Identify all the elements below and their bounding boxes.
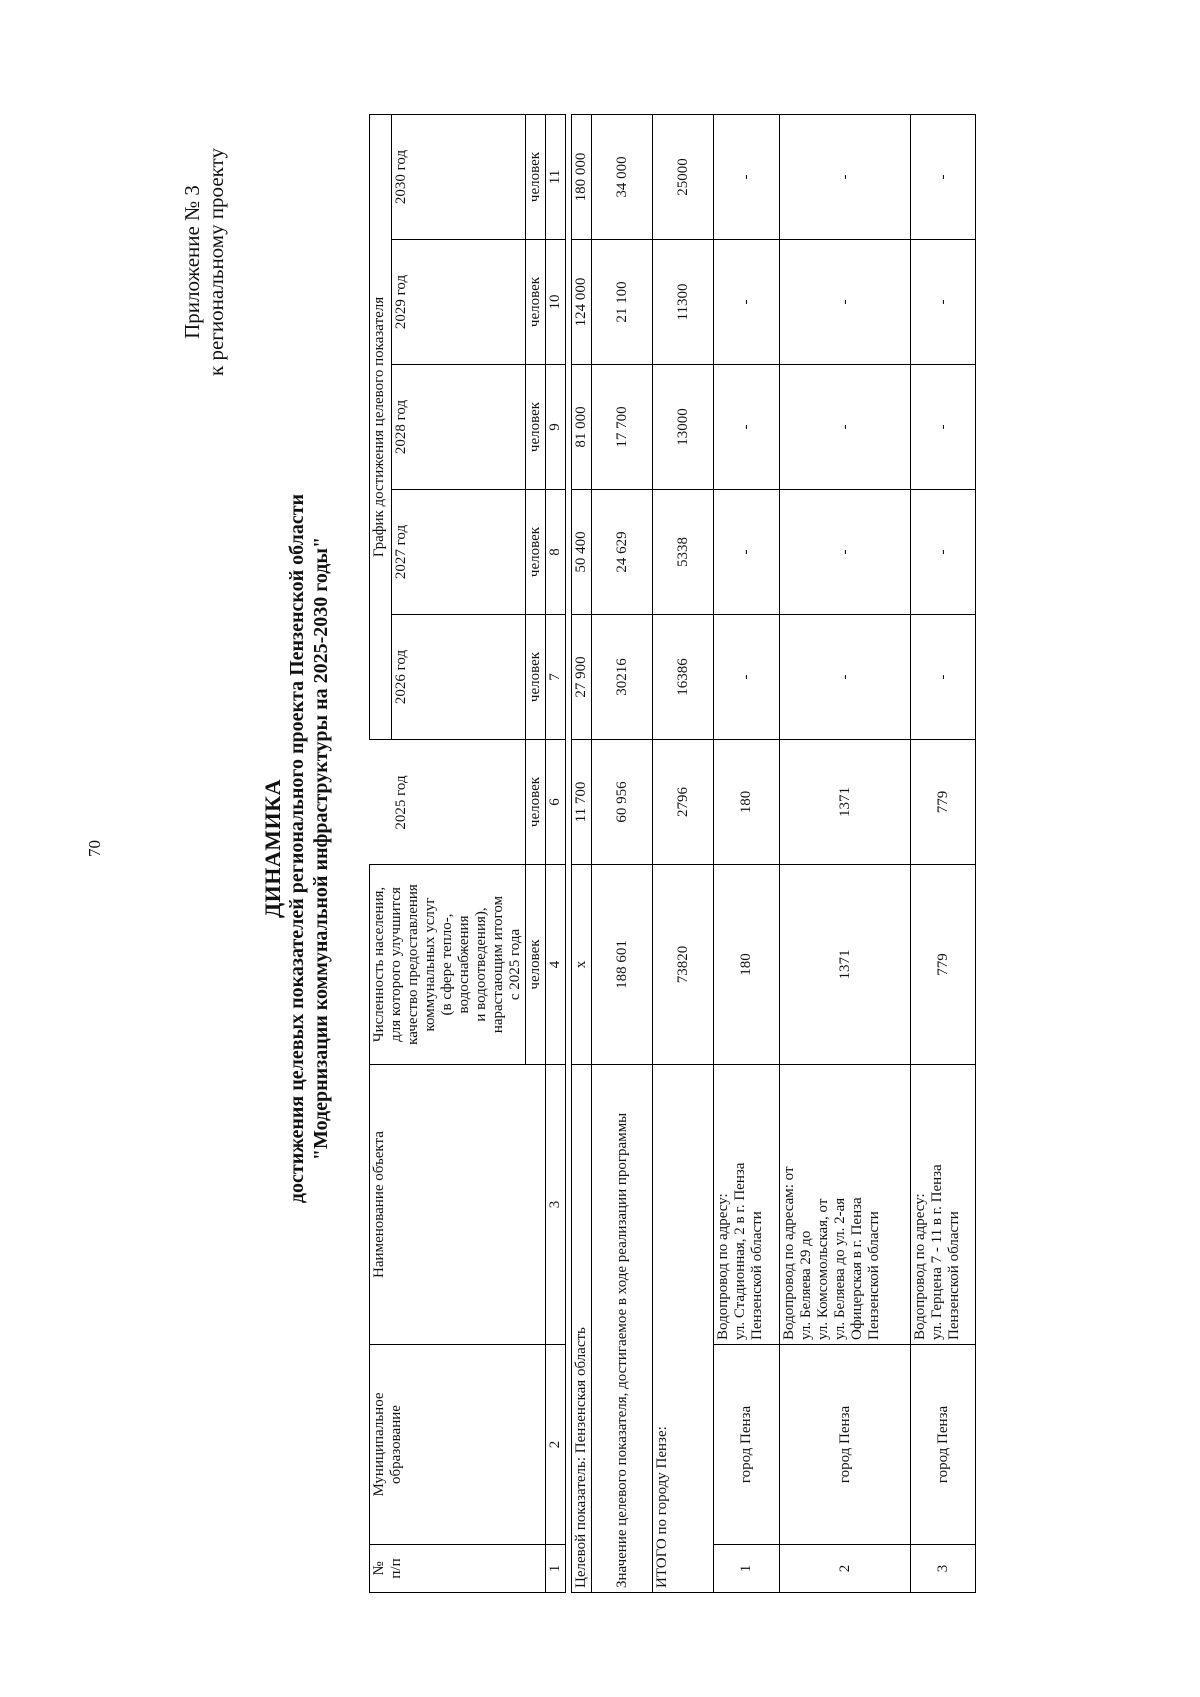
header-row bbox=[370, 114, 392, 1592]
object-2-name: Водопровод по адресам: от ул. Беляева 29 до ул. Комсомольская, от ул. Беляева до ул. 2-ая Офицерская в г. Пенза Пензенской области bbox=[780, 1065, 911, 1345]
header-year-2026: 2026 год bbox=[392, 615, 526, 740]
value-2025: 60 956 bbox=[592, 740, 653, 865]
appendix-line-1: Приложение № 3 bbox=[180, 185, 204, 339]
header-population: Численность населения, для которого улучшится качество предоставления коммунальных услуг (в сфере тепло-, водоснабжения и водоотведения), нарастающим итогом с 2025 года bbox=[370, 865, 526, 1065]
object-3-2027: - bbox=[911, 490, 976, 615]
value-2027: 24 629 bbox=[592, 490, 653, 615]
total-label: ИТОГО по городу Пензе: bbox=[653, 1065, 714, 1593]
object-3-2026: - bbox=[911, 615, 976, 740]
title-line-3: "Модернизации коммунальной инфраструктуры на 2025-2030 годы" bbox=[310, 536, 332, 1161]
colnum-9: 9 bbox=[546, 365, 566, 490]
title-line-1: ДИНАМИКА bbox=[260, 779, 285, 918]
dynamics-table bbox=[369, 114, 976, 1593]
total-row bbox=[653, 114, 714, 1592]
value-2029: 21 100 bbox=[592, 240, 653, 365]
object-3-2028: - bbox=[911, 365, 976, 490]
total-population: 73820 bbox=[653, 865, 714, 1065]
unit-population: человек bbox=[526, 865, 546, 1065]
header-object: Наименование объекта bbox=[370, 1065, 546, 1345]
object-2-municipality: город Пенза bbox=[780, 1345, 911, 1545]
object-2-2030: - bbox=[780, 114, 911, 239]
object-2-2026: - bbox=[780, 615, 911, 740]
total-2026: 16386 bbox=[653, 615, 714, 740]
target-2028: 81 000 bbox=[572, 365, 592, 490]
object-1-population: 180 bbox=[714, 865, 780, 1065]
value-label: Значение целевого показателя, достигаемое в ходе реализации программы bbox=[592, 1065, 653, 1593]
title-line-2: достижения целевых показателей регионального проекта Пензенской области bbox=[286, 493, 308, 1204]
unit-2029: человек bbox=[526, 240, 546, 365]
unit-2028: человек bbox=[526, 365, 546, 490]
header-municipality: Муниципальное образование bbox=[370, 1345, 546, 1545]
header-year-2025: 2025 год bbox=[393, 775, 409, 830]
appendix-note bbox=[180, 82, 228, 442]
header-year-2028: 2028 год bbox=[392, 365, 526, 490]
header-year-2029: 2029 год bbox=[392, 240, 526, 365]
target-row bbox=[572, 114, 592, 1592]
colnum-7: 7 bbox=[546, 615, 566, 740]
header-year-2030: 2030 год bbox=[392, 114, 526, 239]
colnum-6: 6 bbox=[546, 740, 566, 865]
value-2026: 30216 bbox=[592, 615, 653, 740]
target-2027: 50 400 bbox=[572, 490, 592, 615]
object-3-population: 779 bbox=[911, 865, 976, 1065]
object-3-2030: - bbox=[911, 114, 976, 239]
target-2025: 11 700 bbox=[572, 740, 592, 865]
header-schedule: График достижения целевого показателя bbox=[370, 114, 392, 739]
object-3-2025: 779 bbox=[911, 740, 976, 865]
colnum-4: 4 bbox=[546, 865, 566, 1065]
appendix-line-2: к региональному проекту bbox=[204, 148, 228, 376]
object-1-2030: - bbox=[714, 114, 780, 239]
colnum-1: 1 bbox=[546, 1545, 566, 1593]
object-3-municipality: город Пенза bbox=[911, 1345, 976, 1545]
object-2-2025: 1371 bbox=[780, 740, 911, 865]
object-1-name: Водопровод по адресу: ул. Стадионная, 2 в г. Пенза Пензенской области bbox=[714, 1065, 780, 1345]
object-2-num: 2 bbox=[780, 1545, 911, 1593]
table-row bbox=[780, 114, 911, 1592]
table-row bbox=[911, 114, 976, 1592]
value-2028: 17 700 bbox=[592, 365, 653, 490]
header-year-2027: 2027 год bbox=[392, 490, 526, 615]
target-2029: 124 000 bbox=[572, 240, 592, 365]
object-2-population: 1371 bbox=[780, 865, 911, 1065]
value-population: 188 601 bbox=[592, 865, 653, 1065]
unit-2027: человек bbox=[526, 490, 546, 615]
total-2028: 13000 bbox=[653, 365, 714, 490]
object-1-2029: - bbox=[714, 240, 780, 365]
unit-2026: человек bbox=[526, 615, 546, 740]
object-2-2028: - bbox=[780, 365, 911, 490]
target-2026: 27 900 bbox=[572, 615, 592, 740]
object-1-2027: - bbox=[714, 490, 780, 615]
unit-2030: человек bbox=[526, 114, 546, 239]
object-2-2029: - bbox=[780, 240, 911, 365]
object-2-2027: - bbox=[780, 490, 911, 615]
value-row bbox=[592, 114, 653, 1592]
page-number: 70 bbox=[85, 840, 104, 857]
colnum-10: 10 bbox=[546, 240, 566, 365]
total-2025: 2796 bbox=[653, 740, 714, 865]
object-3-num: 3 bbox=[911, 1545, 976, 1593]
object-3-name: Водопровод по адресу: ул. Герцена 7 - 11 в г. Пенза Пензенской области bbox=[911, 1065, 976, 1345]
document-title bbox=[260, 0, 333, 1697]
object-1-municipality: город Пенза bbox=[714, 1345, 780, 1545]
total-2029: 11300 bbox=[653, 240, 714, 365]
object-1-num: 1 bbox=[714, 1545, 780, 1593]
value-2030: 34 000 bbox=[592, 114, 653, 239]
colnum-8: 8 bbox=[546, 490, 566, 615]
colnum-11: 11 bbox=[546, 114, 566, 239]
target-label: Целевой показатель: Пензенская область bbox=[572, 1065, 592, 1593]
object-1-2025: 180 bbox=[714, 740, 780, 865]
object-1-2026: - bbox=[714, 615, 780, 740]
colnum-2: 2 bbox=[546, 1345, 566, 1545]
colnum-3: 3 bbox=[546, 1065, 566, 1345]
target-2030: 180 000 bbox=[572, 114, 592, 239]
object-1-2028: - bbox=[714, 365, 780, 490]
total-2030: 25000 bbox=[653, 114, 714, 239]
column-numbers-row bbox=[546, 114, 566, 1592]
table-row bbox=[714, 114, 780, 1592]
header-num: № п/п bbox=[370, 1545, 546, 1593]
total-2027: 5338 bbox=[653, 490, 714, 615]
unit-2025: человек bbox=[526, 740, 546, 865]
target-population: x bbox=[572, 865, 592, 1065]
object-3-2029: - bbox=[911, 240, 976, 365]
